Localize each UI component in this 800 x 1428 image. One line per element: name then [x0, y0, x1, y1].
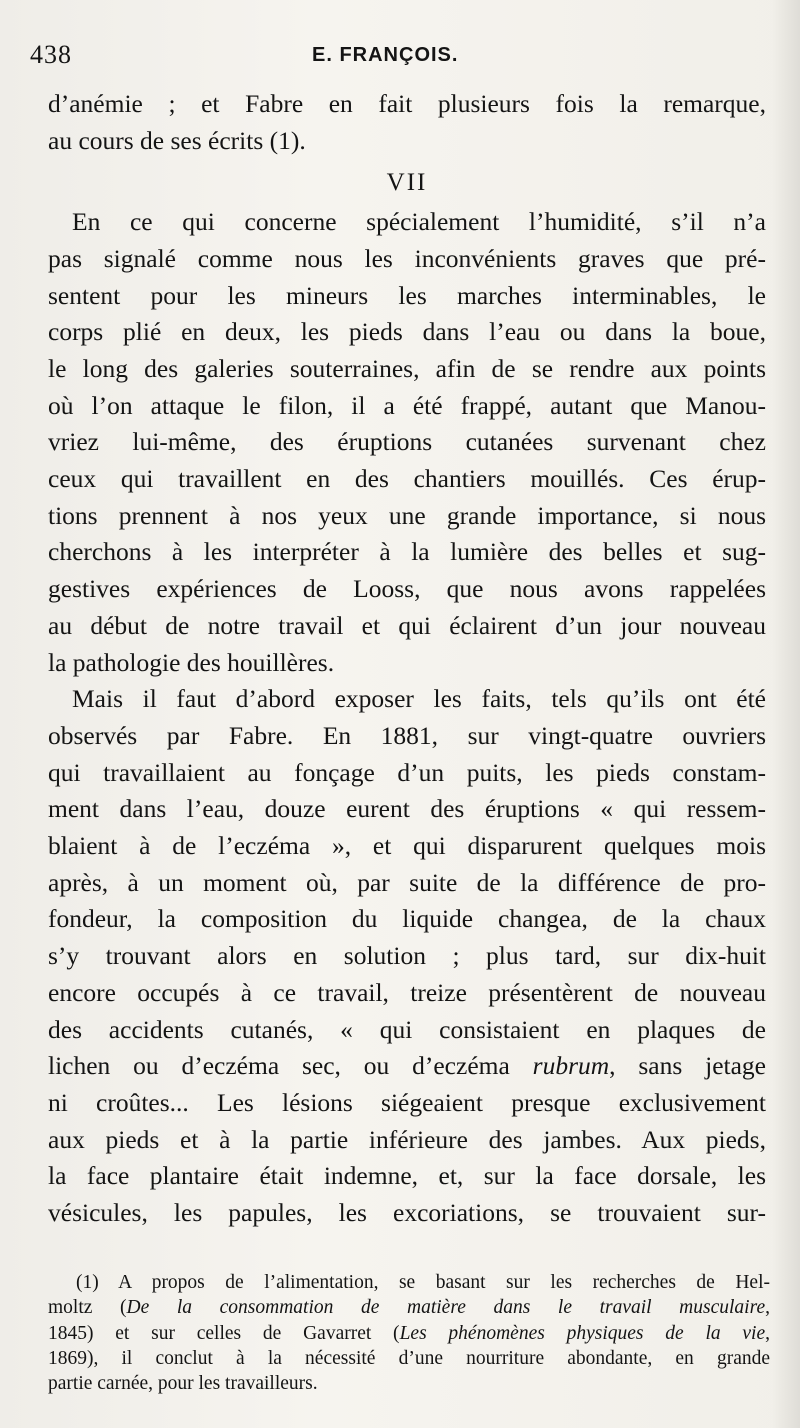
- text-line: s’y trouvant alors en solution ; plus tard, sur dix-huit: [48, 941, 766, 971]
- text-line: ment dans l’eau, douze eurent des éruptions « qui ressem-: [48, 794, 766, 824]
- text-line: [48, 1048, 766, 1085]
- footnote-line: [48, 1295, 770, 1320]
- text-line: ceux qui travaillent en des chantiers mouillés. Ces érup-: [48, 464, 766, 494]
- footnote-line: partie carnée, pour les travailleurs.: [48, 1373, 318, 1395]
- text-segment: moltz (: [48, 1297, 127, 1319]
- text-line: Mais il faut d’abord exposer les faits, tels qu’ils ont été: [72, 684, 766, 714]
- text-line: En ce qui concerne spécialement l’humidité, s’il n’a: [72, 207, 766, 237]
- italic-term: rubrum: [532, 1051, 610, 1081]
- text-line: fondeur, la composition du liquide changea, de la chaux: [48, 904, 766, 934]
- text-line: tions prennent à nos yeux une grande importance, si nous: [48, 500, 766, 530]
- text-line: vésicules, les papules, les excoriations, se trouvaient sur-: [48, 1198, 766, 1228]
- paragraph-2: [48, 204, 766, 681]
- italic-title: De la consommation de matière dans le travail musculaire: [126, 1297, 766, 1319]
- text-line: qui travaillaient au fonçage d’un puits, les pieds constam-: [48, 757, 766, 787]
- section-heading: VII: [386, 169, 428, 197]
- text-line: où l’on attaque le filon, il a été frappé, autant que Manou-: [48, 390, 766, 420]
- text-line: gestives expériences de Looss, que nous avons rappelées: [48, 574, 766, 604]
- paragraph-1: [48, 86, 766, 159]
- text-line: blaient à de l’eczéma », et qui disparurent quelques mois: [48, 831, 766, 861]
- text-line: ni croûtes... Les lésions siégeaient presque exclusivement: [48, 1087, 766, 1117]
- text-line: cherchons à les interpréter à la lumière des belles et sug-: [48, 537, 766, 567]
- text-line: des accidents cutanés, « qui consistaient en plaques de: [48, 1014, 766, 1044]
- paragraph-3: [48, 681, 766, 1232]
- text-segment: ,: [765, 1322, 771, 1344]
- text-line: pas signalé comme nous les inconvénients graves que pré-: [48, 243, 766, 273]
- italic-title: Les phénomènes physiques de la vie: [399, 1322, 766, 1344]
- text-line: sentent pour les mineurs les marches interminables, le: [48, 280, 766, 310]
- text-segment: ,: [765, 1297, 770, 1319]
- text-line: le long des galeries souterraines, afin de se rendre aux points: [48, 353, 766, 383]
- text-line: aux pieds et à la partie inférieure des jambes. Aux pieds,: [48, 1124, 766, 1154]
- footnote-line: [48, 1321, 770, 1346]
- text-line: la face plantaire était indemne, et, sur la face dorsale, les: [48, 1161, 766, 1191]
- page-gutter-shadow: [772, 0, 800, 1428]
- text-line: vriez lui-même, des éruptions cutanées survenant chez: [48, 427, 766, 457]
- footnote-line: (1) A propos de l’alimentation, se basant sur les recherches de Hel-: [76, 1272, 770, 1293]
- footnote: [48, 1270, 770, 1396]
- text-line: d’anémie ; et Fabre en fait plusieurs fois la remarque,: [48, 89, 766, 118]
- text-segment: , sans jetage: [609, 1051, 767, 1081]
- text-line: corps plié en deux, les pieds dans l’eau ou dans la boue,: [48, 317, 766, 347]
- text-segment: lichen ou d’eczéma sec, ou d’eczéma: [48, 1051, 533, 1081]
- text-line: encore occupés à ce travail, treize présentèrent de nouveau: [48, 977, 766, 1007]
- text-line: après, à un moment où, par suite de la différence de pro-: [48, 867, 766, 897]
- body-text: [48, 86, 766, 1232]
- running-head: E. FRANÇOIS.: [312, 44, 459, 66]
- text-line: observés par Fabre. En 1881, sur vingt-quatre ouvriers: [48, 720, 766, 750]
- text-line: au début de notre travail et qui éclairent d’un jour nouveau: [48, 610, 766, 640]
- text-line: la pathologie des houillères.: [48, 647, 335, 677]
- page-number: 438: [30, 40, 72, 69]
- text-line: au cours de ses écrits (1).: [48, 125, 306, 155]
- page-header: [30, 40, 770, 76]
- text-segment: 1845) et sur celles de Gavarret (: [48, 1322, 400, 1344]
- footnote-line: 1869), il conclut à la nécessité d’une nourriture abondante, en grande: [48, 1347, 770, 1369]
